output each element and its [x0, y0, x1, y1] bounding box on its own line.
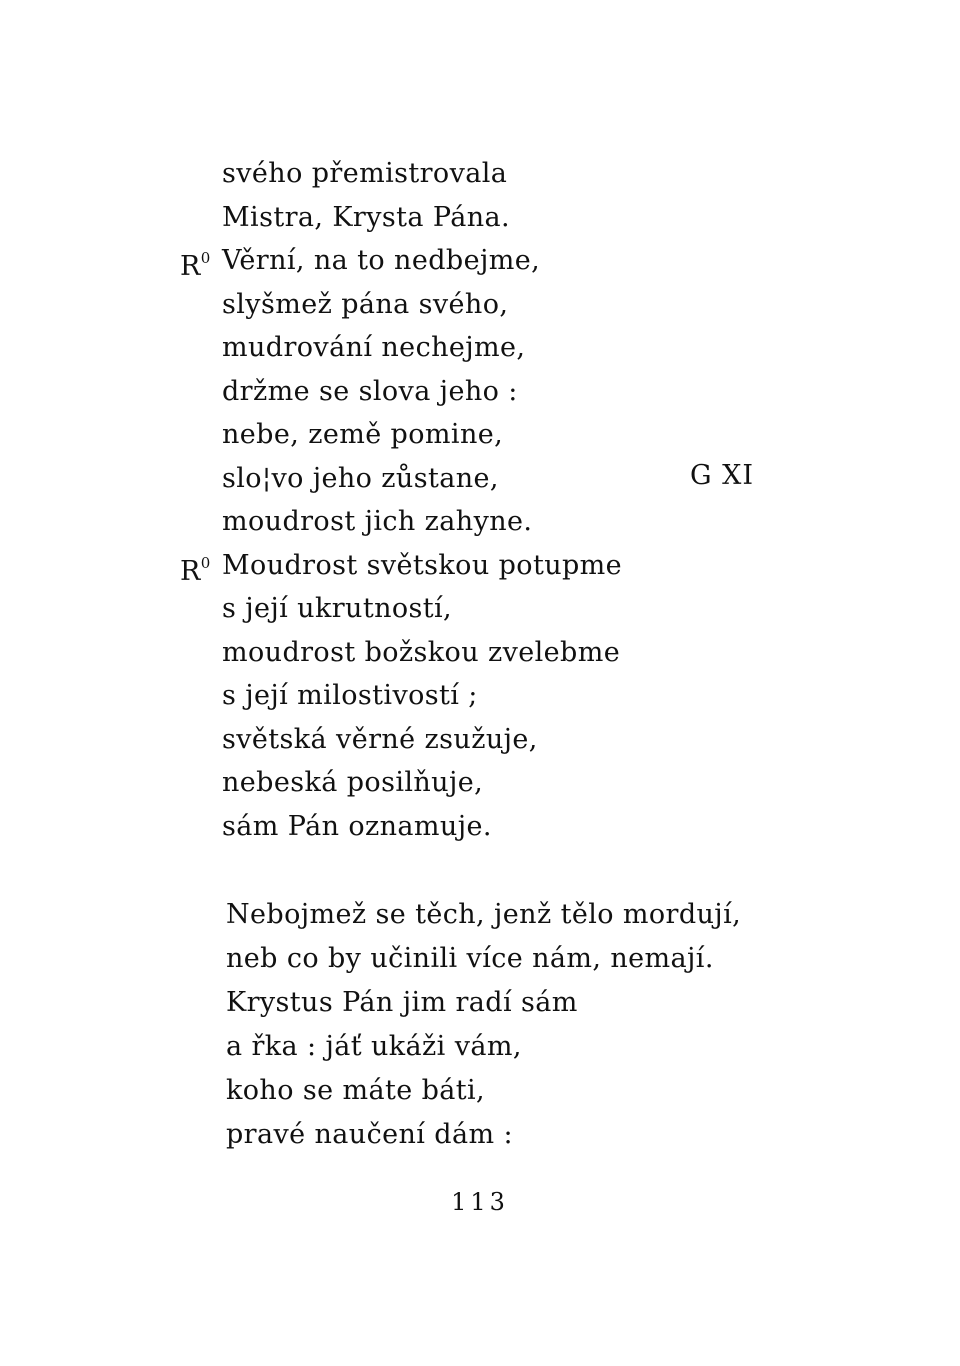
verse-line: pravé naučení dám :	[226, 1119, 513, 1150]
verse-line: nebeská posilňuje,	[222, 767, 484, 798]
poem-stanza-2	[226, 893, 741, 1157]
verse-line: Krystus Pán jim radí sám	[226, 987, 578, 1018]
verse-line: slo¦vo jeho zůstane,	[222, 462, 499, 494]
refrain-superscript: 0	[200, 553, 211, 572]
verse-text: Věrní, na to nedbejme,	[222, 245, 541, 276]
verse-line: světská věrné zsužuje,	[222, 723, 538, 755]
verse-line: a řka : jáť ukáži vám,	[226, 1031, 522, 1062]
verse-line: s její ukrutností,	[222, 593, 453, 624]
refrain-letter: R	[180, 555, 201, 587]
poem-stanza-1	[180, 152, 623, 848]
verse-line: koho se máte báti,	[226, 1075, 486, 1106]
verse-line: mudrování nechejme,	[222, 332, 526, 363]
page-number: 113	[451, 1188, 509, 1216]
verse-line: moudrost jich zahyne.	[222, 506, 533, 537]
refrain-letter: R	[180, 251, 201, 282]
verse-line-refrain	[180, 544, 623, 588]
verse-line-refrain	[180, 239, 622, 283]
verse-line: neb co by učinili více nám, nemají.	[226, 943, 714, 974]
verse-line: svého přemistrovala	[222, 158, 508, 189]
refrain-marker	[180, 544, 211, 594]
verse-text: Moudrost světskou potupme	[222, 549, 623, 581]
verse-line: slyšmež pána svého,	[222, 288, 509, 320]
verse-line: Mistra, Krysta Pána.	[222, 201, 510, 233]
margin-reference-note: G XI	[690, 460, 755, 491]
refrain-marker	[180, 239, 211, 289]
verse-line: sám Pán oznamuje.	[222, 810, 492, 842]
verse-line: s její milostivostí ;	[222, 680, 478, 711]
verse-line: Nebojmež se těch, jenž tělo mordují,	[226, 899, 742, 930]
verse-line: držme se slova jeho :	[222, 375, 518, 407]
refrain-superscript: 0	[200, 249, 211, 267]
verse-line: nebe, země pomine,	[222, 419, 504, 450]
verse-line: moudrost božskou zvelebme	[222, 636, 621, 668]
